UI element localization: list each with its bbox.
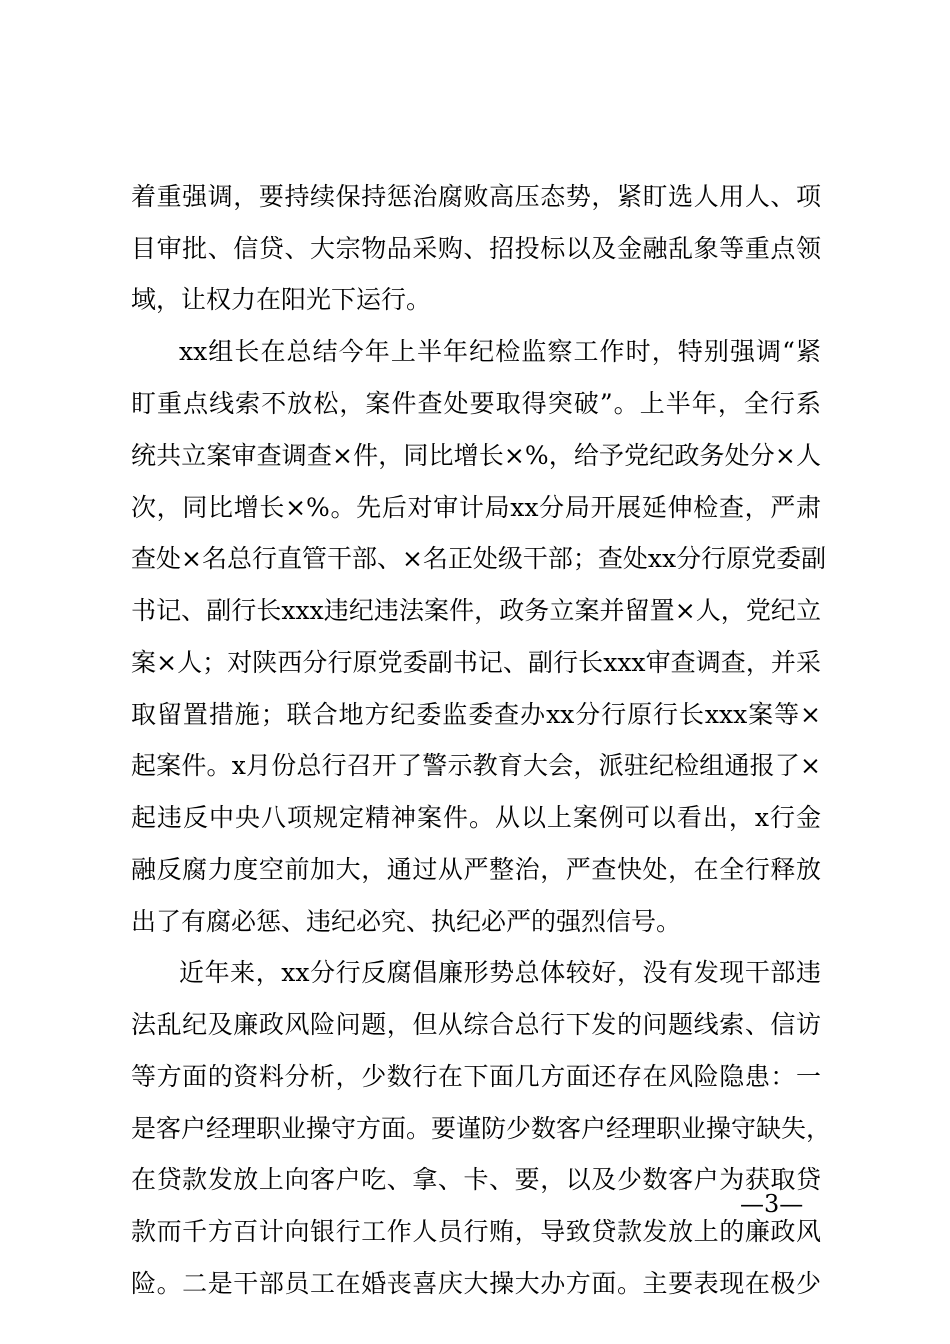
paragraph-first-line: 近年来，xx分行反腐倡廉形势总体较好，没有发现干部违 bbox=[179, 958, 821, 987]
text-line: 取留置措施；联合地方纪委监委查办xx分行原行长xxx案等× bbox=[131, 700, 821, 729]
text-line: 出了有腐必惩、违纪必究、执纪必严的强烈信号。 bbox=[131, 907, 682, 936]
text-line: 目审批、信贷、大宗物品采购、招投标以及金融乱象等重点领 bbox=[131, 234, 821, 263]
text-line: 案×人；对陕西分行原党委副书记、副行长xxx审查调查，并采 bbox=[131, 648, 821, 677]
text-line: 融反腐力度空前加大，通过从严整治，严查快处，在全行释放 bbox=[131, 855, 821, 884]
text-line: 在贷款发放上向客户吃、拿、卡、要，以及少数客户为获取贷 bbox=[131, 1165, 821, 1194]
text-line: 盯重点线索不放松，案件查处要取得突破”。上半年，全行系 bbox=[131, 389, 821, 418]
page-number: —3— bbox=[740, 1190, 804, 1218]
text-line: 是客户经理职业操守方面。要谨防少数客户经理职业操守缺失， bbox=[131, 1114, 832, 1143]
text-line: 次，同比增长×%。先后对审计局xx分局开展延伸检查，严肃 bbox=[131, 493, 821, 522]
paragraph-first-line: xx组长在总结今年上半年纪检监察工作时，特别强调“紧 bbox=[179, 337, 821, 366]
text-line: 起违反中央八项规定精神案件。从以上案例可以看出，x行金 bbox=[131, 803, 821, 832]
text-line: 法乱纪及廉政风险问题，但从综合总行下发的问题线索、信访 bbox=[131, 1010, 821, 1039]
text-line: 查处×名总行直管干部、×名正处级干部；查处xx分行原党委副 bbox=[131, 544, 827, 573]
text-line: 险。二是干部员工在婚丧喜庆大操大办方面。主要表现在极少 bbox=[131, 1269, 821, 1298]
text-line: 着重强调，要持续保持惩治腐败高压态势，紧盯选人用人、项 bbox=[131, 182, 821, 211]
text-line: 域，让权力在阳光下运行。 bbox=[131, 285, 432, 314]
text-line: 起案件。x月份总行召开了警示教育大会，派驻纪检组通报了× bbox=[131, 751, 821, 780]
text-line: 款而千方百计向银行工作人员行贿，导致贷款发放上的廉政风 bbox=[131, 1217, 821, 1246]
text-line: 等方面的资料分析，少数行在下面几方面还存在风险隐患：一 bbox=[131, 1062, 821, 1091]
text-line: 统共立案审查调查×件，同比增长×%，给予党纪政务处分×人 bbox=[131, 441, 821, 470]
text-line: 书记、副行长xxx违纪违法案件，政务立案并留置×人，党纪立 bbox=[131, 596, 821, 625]
